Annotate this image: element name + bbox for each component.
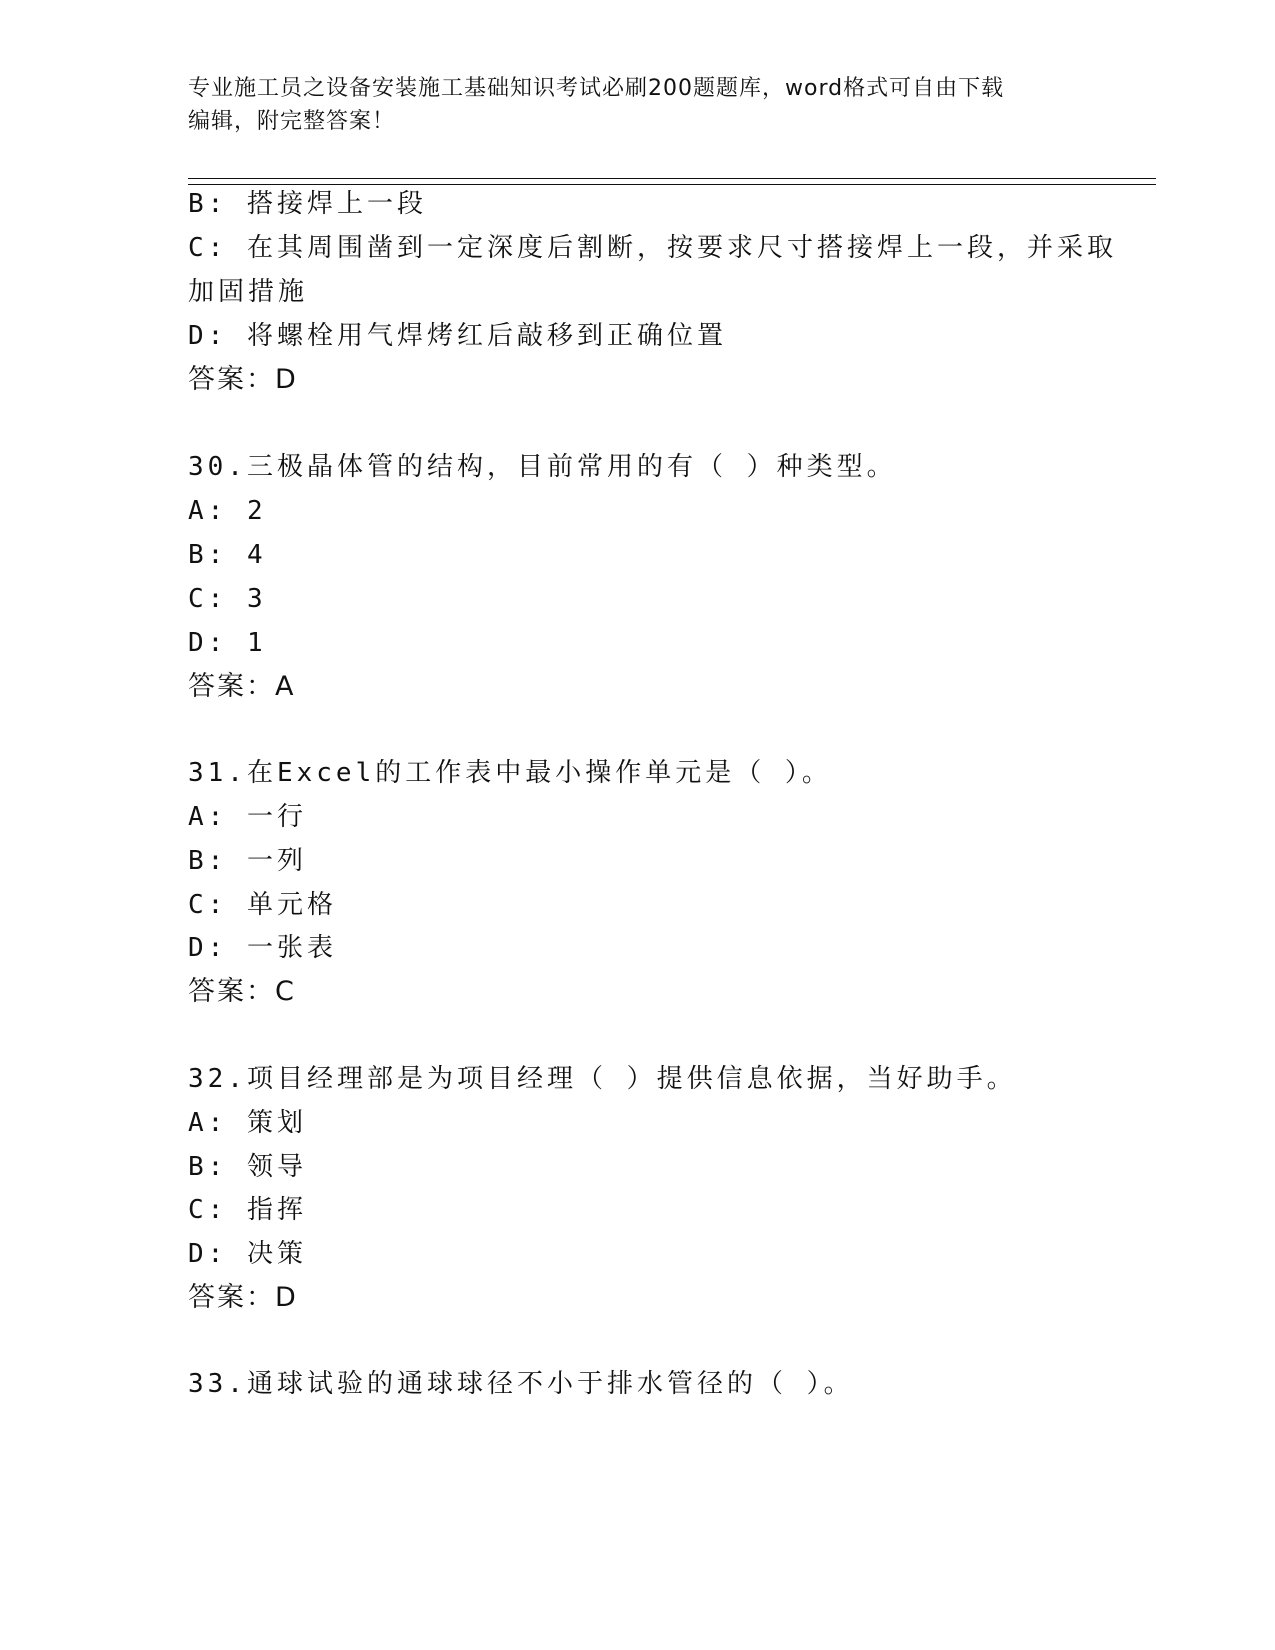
- question-33-text: 33.通球试验的通球球径不小于排水管径的（ ）。: [188, 1369, 854, 1399]
- question-31-answer: 答案：C: [188, 976, 296, 1007]
- question-30-option-a: A: 2: [188, 496, 267, 526]
- question-31-option-c: C: 单元格: [188, 890, 337, 920]
- question-31-option-a: A: 一行: [188, 802, 307, 832]
- question-32-answer: 答案：D: [188, 1282, 298, 1313]
- question-30-answer: 答案：A: [188, 671, 296, 702]
- question-31-option-b: B: 一列: [188, 846, 307, 876]
- header-divider-bottom: [188, 184, 1156, 185]
- question-32-option-b: B: 领导: [188, 1152, 307, 1182]
- question-31-option-d: D: 一张表: [188, 933, 337, 963]
- header-title-line-2: 编辑，附完整答案！: [188, 109, 396, 134]
- prev-option-b: B: 搭接焊上一段: [188, 189, 427, 219]
- header-title-line-1: 专业施工员之设备安装施工基础知识考试必刷200题题库，word格式可自由下载: [188, 76, 1005, 101]
- prev-option-c-line-1: C: 在其周围凿到一定深度后割断，按要求尺寸搭接焊上一段，并采取: [188, 233, 1117, 263]
- header-divider-top: [188, 178, 1156, 179]
- question-30-text: 30.三极晶体管的结构，目前常用的有（ ）种类型。: [188, 452, 897, 482]
- question-30-option-b: B: 4: [188, 540, 267, 570]
- question-32-option-d: D: 决策: [188, 1239, 307, 1269]
- prev-answer: 答案：D: [188, 364, 298, 395]
- question-32-option-c: C: 指挥: [188, 1195, 307, 1225]
- prev-option-d: D: 将螺栓用气焊烤红后敲移到正确位置: [188, 321, 727, 351]
- document-header: [188, 72, 1088, 138]
- question-30-option-d: D: 1: [188, 628, 267, 658]
- question-30-option-c: C: 3: [188, 584, 267, 614]
- question-32-option-a: A: 策划: [188, 1108, 307, 1138]
- question-31-text: 31.在Excel的工作表中最小操作单元是（ ）。: [188, 758, 832, 788]
- prev-option-c-line-2: 加固措施: [188, 277, 309, 307]
- question-32-text: 32.项目经理部是为项目经理（ ）提供信息依据，当好助手。: [188, 1064, 1017, 1094]
